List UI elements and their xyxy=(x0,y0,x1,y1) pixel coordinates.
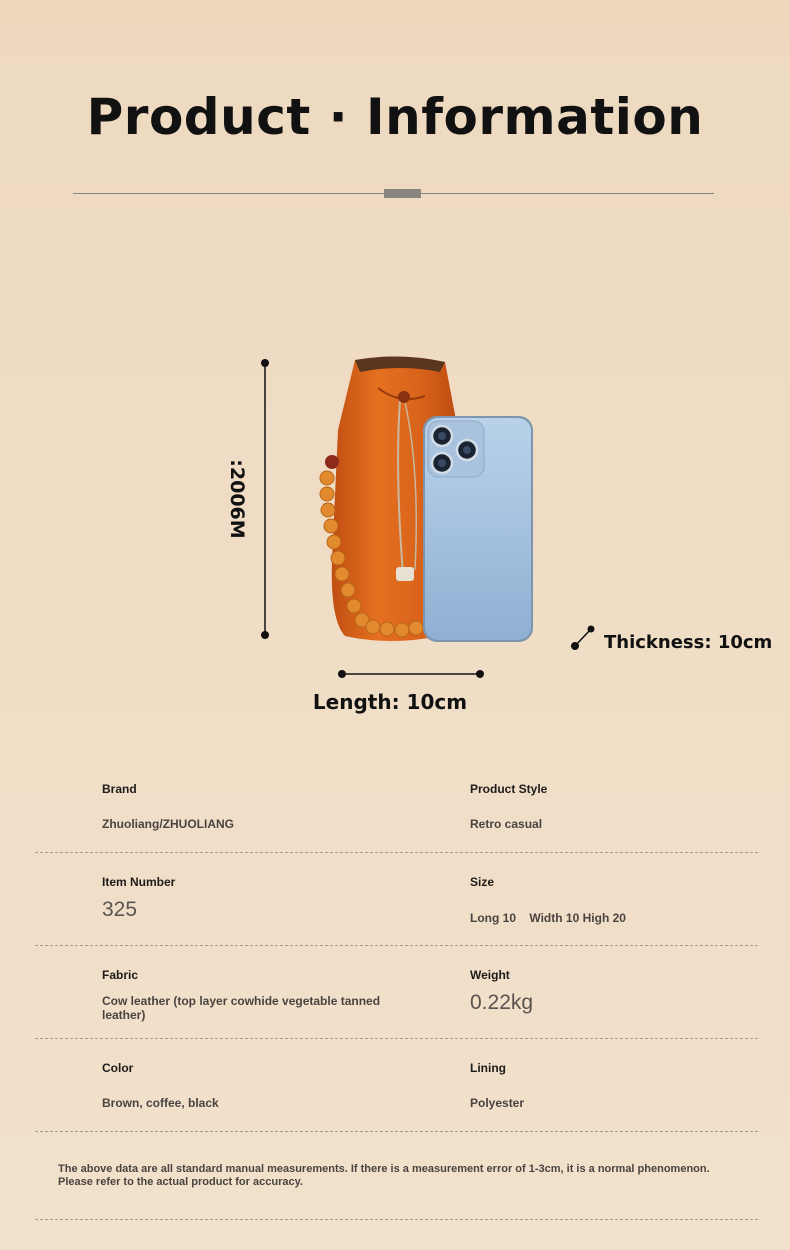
spec-value: Retro casual xyxy=(470,817,543,831)
spec-style xyxy=(470,760,790,852)
spec-label: Size xyxy=(470,875,495,889)
spec-row xyxy=(35,853,758,946)
measurement-note: The above data are all standard manual measurements. If there is a measurement error of 1-3cm, it is a normal phenomenon. Please refer to the actual product for accuracy. xyxy=(58,1163,710,1188)
size-width: Width 10 xyxy=(529,911,580,925)
spec-label: Brand xyxy=(102,782,137,796)
height-dimension-line xyxy=(261,359,269,639)
spec-row xyxy=(35,946,758,1039)
spec-label: Color xyxy=(102,1061,134,1075)
spec-value: 0.22kg xyxy=(470,991,534,1014)
spec-row xyxy=(35,1039,758,1132)
spec-row xyxy=(35,760,758,853)
spec-value: Zhuoliang/ZHUOLIANG xyxy=(102,817,234,831)
spec-label: Fabric xyxy=(102,968,139,982)
spec-value: 325 xyxy=(102,898,138,921)
bottom-divider xyxy=(35,1219,758,1220)
spec-label: Product Style xyxy=(470,782,548,796)
spec-table xyxy=(35,760,758,1132)
spec-label: Lining xyxy=(470,1061,506,1075)
height-label: :2006M xyxy=(226,459,248,539)
spec-item-number xyxy=(102,853,432,945)
spec-value: Polyester xyxy=(470,1096,525,1110)
spec-color xyxy=(102,1039,432,1131)
phone-image xyxy=(423,416,533,642)
thickness-dimension-line xyxy=(571,626,595,651)
length-dimension-line xyxy=(338,670,484,678)
spec-value xyxy=(470,911,636,925)
spec-fabric xyxy=(102,946,432,1038)
thickness-label: Thickness: 10cm xyxy=(604,632,773,653)
spec-size xyxy=(470,853,790,945)
spec-weight xyxy=(470,946,790,1038)
spec-label: Item Number xyxy=(102,875,176,889)
size-high: High 20 xyxy=(582,911,626,925)
spec-brand xyxy=(102,760,432,852)
spec-value: Brown, coffee, black xyxy=(102,1096,219,1110)
spec-label: Weight xyxy=(470,968,510,982)
spec-value: Cow leather (top layer cowhide vegetable tanned leather) xyxy=(102,994,381,1022)
page-title: Product · Information xyxy=(86,88,704,146)
spec-lining xyxy=(470,1039,790,1131)
size-long: Long 10 xyxy=(470,911,517,925)
length-label: Length: 10cm xyxy=(312,690,468,714)
